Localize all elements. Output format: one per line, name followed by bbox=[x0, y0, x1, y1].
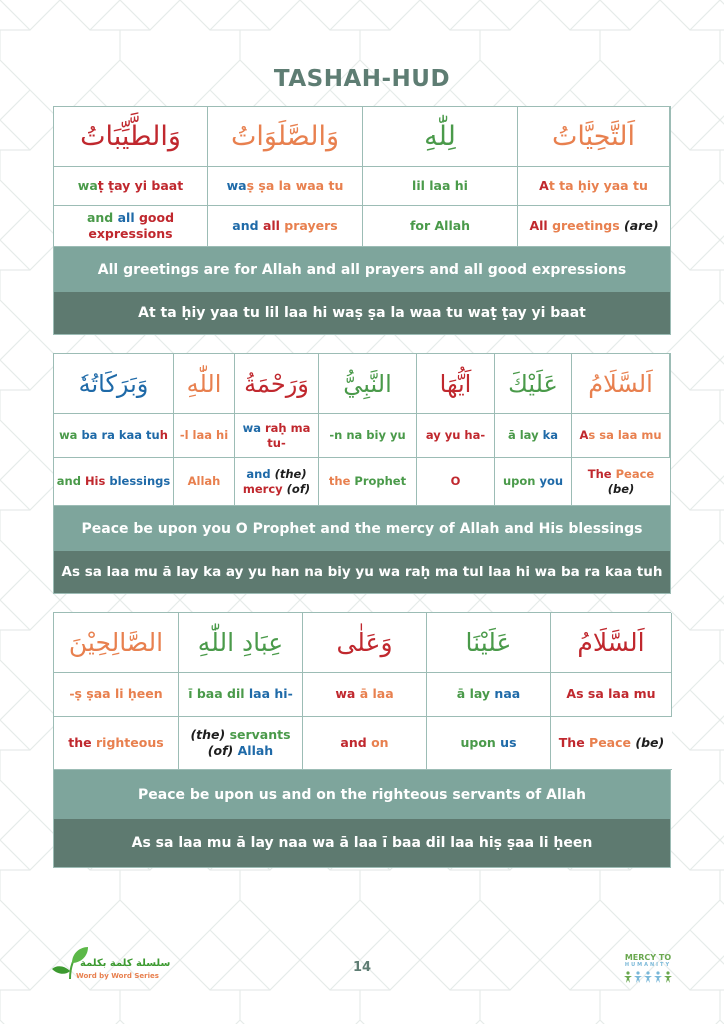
text-segment: the bbox=[68, 734, 97, 750]
arabic-word: اَلسَّلَامُ bbox=[577, 628, 645, 657]
english-cell bbox=[208, 206, 363, 247]
text-segment: (be) bbox=[635, 734, 665, 750]
text-segment: the bbox=[328, 474, 355, 489]
text-segment: and bbox=[232, 217, 263, 233]
text-segment: ṭ ṭay yi baat bbox=[97, 177, 184, 193]
arabic-cell bbox=[208, 107, 363, 167]
english-meaning-text bbox=[188, 474, 221, 489]
arabic-cell bbox=[572, 354, 670, 414]
english-cell bbox=[319, 458, 417, 506]
text-segment: A bbox=[539, 177, 549, 193]
text-segment: all bbox=[117, 209, 139, 225]
translation-band: All greetings are for Allah and all prayers and all good expressions bbox=[54, 247, 670, 292]
logo-line-1: MERCY TO bbox=[624, 953, 672, 962]
text-segment: The bbox=[587, 466, 616, 481]
text-segment: wa bbox=[335, 686, 360, 702]
translit-cell bbox=[495, 414, 572, 458]
english-meaning-text bbox=[574, 467, 668, 497]
translit-cell bbox=[179, 673, 303, 717]
arabic-cell bbox=[174, 354, 235, 414]
arabic-cell bbox=[363, 107, 518, 167]
page-number: 14 bbox=[352, 960, 372, 975]
transliteration-text bbox=[539, 178, 648, 194]
transliteration-text bbox=[335, 686, 393, 702]
arabic-cell bbox=[303, 613, 427, 673]
text-segment: and bbox=[86, 209, 118, 225]
english-cell bbox=[518, 206, 670, 247]
text-segment: A bbox=[579, 428, 589, 443]
arabic-cell bbox=[417, 354, 495, 414]
transliteration-text bbox=[426, 428, 485, 443]
english-meaning-text bbox=[181, 727, 300, 760]
english-meaning-text bbox=[503, 474, 563, 489]
translit-cell bbox=[54, 167, 208, 206]
arabic-cell bbox=[179, 613, 303, 673]
text-segment: ay yu ha- bbox=[425, 428, 486, 443]
transliteration-text bbox=[237, 421, 316, 451]
transliteration-text bbox=[69, 686, 162, 702]
arabic-word: النَّبِيُّ bbox=[343, 369, 392, 398]
translit-cell bbox=[572, 414, 670, 458]
english-meaning-text bbox=[68, 735, 163, 751]
transliteration-text bbox=[566, 686, 655, 702]
arabic-cell bbox=[54, 354, 174, 414]
section-3 bbox=[53, 612, 671, 868]
text-segment: prayers bbox=[284, 217, 338, 233]
english-meaning-text bbox=[237, 467, 316, 497]
arabic-cell bbox=[54, 107, 208, 167]
english-cell bbox=[572, 458, 670, 506]
transliteration-text bbox=[78, 178, 183, 194]
text-segment: naa bbox=[494, 686, 521, 702]
text-segment: upon bbox=[502, 474, 540, 489]
text-segment: ā lay bbox=[507, 428, 543, 443]
text-segment: servants bbox=[229, 726, 291, 742]
text-segment: wa bbox=[59, 428, 82, 443]
text-segment: wa bbox=[226, 177, 247, 193]
text-segment: Prophet bbox=[354, 474, 407, 489]
translit-cell bbox=[319, 414, 417, 458]
text-segment: (of) bbox=[286, 481, 311, 496]
text-segment: Peace bbox=[589, 734, 636, 750]
translit-cell bbox=[363, 167, 518, 206]
text-segment: (the) bbox=[190, 726, 230, 742]
text-segment: His bbox=[84, 474, 110, 489]
arabic-word: وَالطَّيِّبَاتُ bbox=[80, 121, 181, 152]
text-segment: t ta ḥiy yaa tu bbox=[548, 177, 648, 193]
text-segment: wa bbox=[77, 177, 98, 193]
arabic-cell bbox=[518, 107, 670, 167]
arabic-word: وَالصَّلَوَاتُ bbox=[231, 121, 339, 152]
translit-cell bbox=[54, 414, 174, 458]
arabic-word: اَيُّهَا bbox=[439, 369, 472, 398]
mercy-to-humanity-logo bbox=[622, 953, 674, 989]
transliteration-band: As sa laa mu ā lay naa wa ā laa ī baa dil laa hiṣ ṣaa li ḥeen bbox=[54, 819, 670, 867]
arabic-cell bbox=[495, 354, 572, 414]
arabic-cell bbox=[319, 354, 417, 414]
arabic-word: اَلسَّلَامُ bbox=[588, 369, 653, 398]
text-segment: raḥ ma tu- bbox=[265, 420, 311, 450]
text-segment: righteous bbox=[96, 734, 164, 750]
arabic-cell bbox=[551, 613, 672, 673]
english-cell bbox=[303, 717, 427, 770]
english-meaning-text bbox=[340, 735, 388, 751]
english-cell bbox=[54, 458, 174, 506]
text-segment: s sa laa mu bbox=[576, 686, 656, 702]
translit-cell bbox=[174, 414, 235, 458]
text-segment: you bbox=[539, 474, 564, 489]
text-segment: A bbox=[566, 686, 577, 702]
translit-cell bbox=[427, 673, 551, 717]
transliteration-text bbox=[412, 178, 468, 194]
text-segment: All bbox=[529, 217, 553, 233]
english-meaning-text bbox=[410, 218, 470, 234]
transliteration-text bbox=[329, 428, 405, 443]
arabic-word: عِبَادِ اللّٰهِ bbox=[197, 628, 284, 657]
english-meaning-text bbox=[451, 474, 461, 489]
arabic-word: عَلَيْنَا bbox=[465, 628, 512, 657]
text-segment: -n na biy yu bbox=[329, 428, 406, 443]
text-segment: ī baa dil bbox=[188, 686, 249, 702]
text-segment: ā laa bbox=[359, 686, 394, 702]
text-segment: Peace bbox=[615, 466, 655, 481]
translit-cell bbox=[417, 414, 495, 458]
section-2 bbox=[53, 353, 671, 594]
text-segment: greetings bbox=[552, 217, 625, 233]
people-icon bbox=[623, 971, 673, 983]
arabic-word: وَبَرَكَاتُهٗ bbox=[78, 369, 149, 398]
translation-band: Peace be upon us and on the righteous servants of Allah bbox=[54, 770, 670, 819]
transliteration-text bbox=[180, 428, 228, 443]
english-meaning-text bbox=[460, 735, 516, 751]
translit-cell bbox=[518, 167, 670, 206]
arabic-word: عَلَيْكَ bbox=[508, 369, 558, 398]
arabic-word: وَرَحْمَةُ bbox=[244, 369, 309, 398]
text-segment: on bbox=[371, 734, 389, 750]
english-cell bbox=[495, 458, 572, 506]
logo-arabic-text: سلسلة كلمة بكلمة bbox=[80, 958, 171, 969]
text-segment: (be) bbox=[607, 481, 635, 496]
translation-band: Peace be upon you O Prophet and the mercy of Allah and His blessings bbox=[54, 506, 670, 551]
text-segment: wa bbox=[242, 420, 265, 435]
english-cell bbox=[417, 458, 495, 506]
english-cell bbox=[54, 717, 179, 770]
arabic-word: اللّٰهِ bbox=[186, 369, 222, 398]
text-segment: and bbox=[246, 466, 275, 481]
page-title: TASHAH-HUD bbox=[273, 66, 451, 92]
text-segment: all bbox=[262, 217, 285, 233]
text-segment: (the) bbox=[274, 466, 307, 481]
translit-cell bbox=[303, 673, 427, 717]
translit-cell bbox=[54, 673, 179, 717]
logo-line-2: HUMANITY bbox=[624, 962, 672, 968]
text-segment: -ṣ ṣaa li ḥeen bbox=[69, 686, 163, 702]
text-segment: laa hi- bbox=[248, 686, 293, 702]
english-cell bbox=[427, 717, 551, 770]
arabic-word: اَلتَّحِيَّاتُ bbox=[551, 121, 636, 152]
english-cell bbox=[54, 206, 208, 247]
english-meaning-text bbox=[57, 474, 170, 489]
english-cell bbox=[363, 206, 518, 247]
text-segment: -l laa hi bbox=[179, 428, 229, 443]
transliteration-text bbox=[457, 686, 520, 702]
text-segment: (of) bbox=[207, 743, 238, 758]
english-cell bbox=[179, 717, 303, 770]
text-segment: lil laa hi bbox=[412, 177, 468, 193]
section-1 bbox=[53, 106, 671, 335]
arabic-cell bbox=[427, 613, 551, 673]
english-cell bbox=[235, 458, 319, 506]
text-segment: mercy bbox=[242, 481, 287, 496]
transliteration-band: As sa laa mu ā lay ka ay yu han na biy yu wa raḥ ma tul laa hi wa ba ra kaa tuh bbox=[54, 551, 670, 593]
transliteration-text bbox=[508, 428, 558, 443]
text-segment: s sa laa mu bbox=[588, 428, 662, 443]
arabic-cell bbox=[235, 354, 319, 414]
text-segment: h bbox=[159, 428, 168, 443]
text-segment: blessings bbox=[109, 474, 171, 489]
text-segment: and bbox=[56, 474, 85, 489]
translit-cell bbox=[235, 414, 319, 458]
text-segment: The bbox=[558, 734, 590, 750]
text-segment: us bbox=[500, 734, 517, 750]
english-meaning-text bbox=[559, 735, 664, 751]
text-segment: Allah bbox=[237, 743, 274, 758]
english-meaning-text bbox=[232, 218, 337, 234]
text-segment: and bbox=[340, 734, 372, 750]
arabic-word: لِلّٰهِ bbox=[424, 121, 456, 152]
text-segment: ā lay bbox=[456, 686, 495, 702]
translit-cell bbox=[208, 167, 363, 206]
translit-cell bbox=[551, 673, 672, 717]
text-segment: good expressions bbox=[88, 209, 175, 241]
text-segment: for Allah bbox=[409, 217, 471, 233]
english-cell bbox=[551, 717, 672, 770]
text-segment: ka bbox=[542, 428, 559, 443]
text-segment: (are) bbox=[624, 217, 659, 233]
english-meaning-text bbox=[329, 474, 406, 489]
english-meaning-text bbox=[56, 210, 205, 243]
arabic-cell bbox=[54, 613, 179, 673]
text-segment: O bbox=[450, 474, 461, 489]
transliteration-text bbox=[227, 178, 344, 194]
english-meaning-text bbox=[529, 218, 658, 234]
text-segment: upon bbox=[460, 734, 501, 750]
text-segment: ṣ ṣa la waa tu bbox=[246, 177, 344, 193]
transliteration-text bbox=[580, 428, 662, 443]
english-cell bbox=[174, 458, 235, 506]
arabic-word: وَعَلٰى bbox=[336, 628, 393, 657]
text-segment: Allah bbox=[187, 474, 221, 489]
transliteration-band: At ta ḥiy yaa tu lil laa hi waṣ ṣa la waa tu waṭ ṭay yi baat bbox=[54, 292, 670, 334]
transliteration-text bbox=[188, 686, 293, 702]
arabic-word: الصَّالِحِيْنَ bbox=[68, 628, 164, 657]
logo-english-text: Word by Word Series bbox=[76, 972, 159, 980]
transliteration-text bbox=[59, 428, 168, 443]
text-segment: ba ra kaa tu bbox=[81, 428, 160, 443]
